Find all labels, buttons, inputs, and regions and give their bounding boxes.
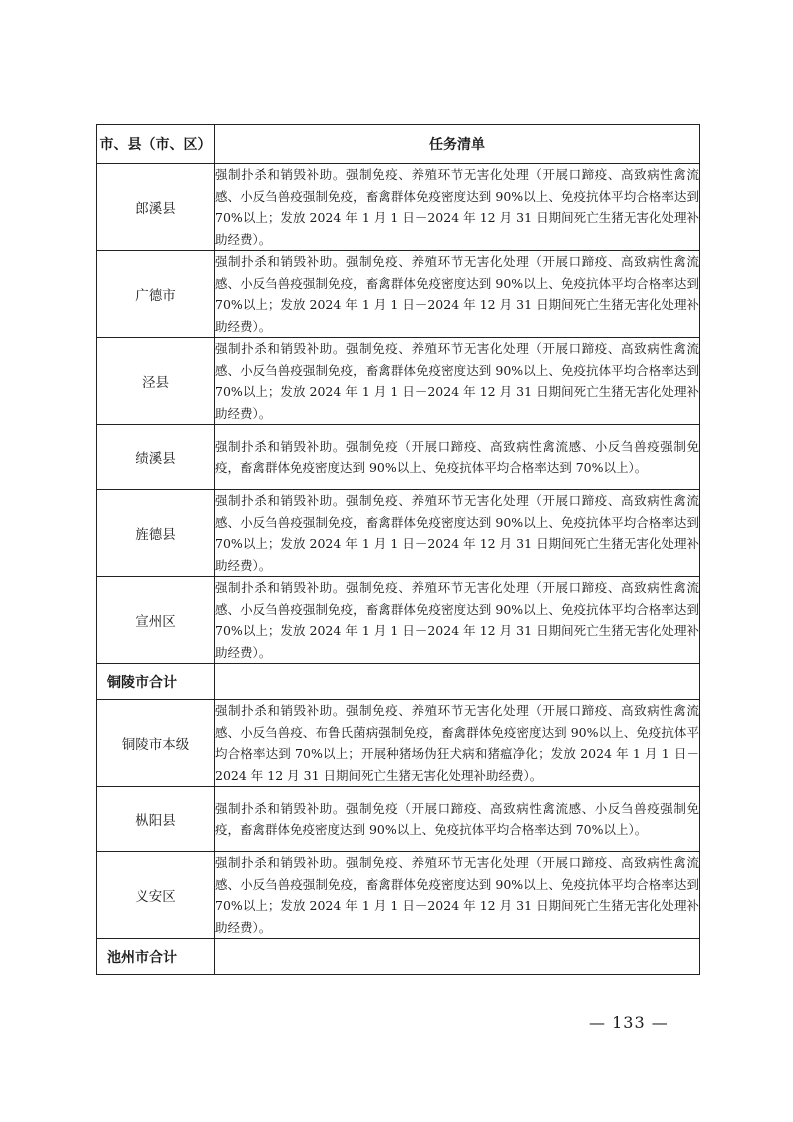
region-cell: 广德市 <box>97 251 215 338</box>
table-row <box>97 425 700 490</box>
region-cell: 铜陵市本级 <box>97 700 215 787</box>
tasks-cell: 强制扑杀和销毁补助。强制免疫、养殖环节无害化处理（开展口蹄疫、高致病性禽流感、小反刍兽疫强制免疫，畜禽群体免疫密度达到 90%以上、免疫抗体平均合格率达到 70%以上；发放 2024 年 1 月 1 日－2024 年 12 月 31 日期间死亡生猪无害化处理补助经费）。 <box>215 490 700 577</box>
subtotal-label: 铜陵市合计 <box>97 664 215 700</box>
table-row <box>97 164 700 251</box>
table-row <box>97 787 700 852</box>
header-tasks: 任务清单 <box>215 125 700 164</box>
subtotal-row <box>97 939 700 975</box>
region-cell: 宣州区 <box>97 577 215 664</box>
tasks-cell: 强制扑杀和销毁补助。强制免疫、养殖环节无害化处理（开展口蹄疫、高致病性禽流感、小反刍兽疫、布鲁氏菌病强制免疫，畜禽群体免疫密度达到 90%以上、免疫抗体平均合格率达到 70%以上；开展种猪场伪狂犬病和猪瘟净化；发放 2024 年 1 月 1 日－2024 年 12 月 31 日期间死亡生猪无害化处理补助经费）。 <box>215 700 700 787</box>
region-cell: 郎溪县 <box>97 164 215 251</box>
page-number: — 133 — <box>589 1013 669 1032</box>
table-row <box>97 577 700 664</box>
table-header-row <box>97 125 700 164</box>
tasks-cell: 强制扑杀和销毁补助。强制免疫、养殖环节无害化处理（开展口蹄疫、高致病性禽流感、小反刍兽疫强制免疫，畜禽群体免疫密度达到 90%以上、免疫抗体平均合格率达到 70%以上；发放 2024 年 1 月 1 日－2024 年 12 月 31 日期间死亡生猪无害化处理补助经费）。 <box>215 164 700 251</box>
tasks-cell: 强制扑杀和销毁补助。强制免疫、养殖环节无害化处理（开展口蹄疫、高致病性禽流感、小反刍兽疫强制免疫，畜禽群体免疫密度达到 90%以上、免疫抗体平均合格率达到 70%以上；发放 2024 年 1 月 1 日－2024 年 12 月 31 日期间死亡生猪无害化处理补助经费）。 <box>215 852 700 939</box>
subtotal-label: 池州市合计 <box>97 939 215 975</box>
tasks-cell: 强制扑杀和销毁补助。强制免疫（开展口蹄疫、高致病性禽流感、小反刍兽疫强制免疫，畜禽群体免疫密度达到 90%以上、免疫抗体平均合格率达到 70%以上）。 <box>215 787 700 852</box>
table-row <box>97 700 700 787</box>
tasks-cell <box>215 939 700 975</box>
tasks-cell <box>215 664 700 700</box>
region-cell: 绩溪县 <box>97 425 215 490</box>
region-cell: 旌德县 <box>97 490 215 577</box>
task-list-table <box>96 124 700 975</box>
region-cell: 义安区 <box>97 852 215 939</box>
tasks-cell: 强制扑杀和销毁补助。强制免疫、养殖环节无害化处理（开展口蹄疫、高致病性禽流感、小反刍兽疫强制免疫，畜禽群体免疫密度达到 90%以上、免疫抗体平均合格率达到 70%以上；发放 2024 年 1 月 1 日－2024 年 12 月 31 日期间死亡生猪无害化处理补助经费）。 <box>215 251 700 338</box>
subtotal-row <box>97 664 700 700</box>
region-cell: 泾县 <box>97 338 215 425</box>
tasks-cell: 强制扑杀和销毁补助。强制免疫（开展口蹄疫、高致病性禽流感、小反刍兽疫强制免疫，畜禽群体免疫密度达到 90%以上、免疫抗体平均合格率达到 70%以上）。 <box>215 425 700 490</box>
table-row <box>97 852 700 939</box>
region-cell: 枞阳县 <box>97 787 215 852</box>
table-row <box>97 490 700 577</box>
table-row <box>97 251 700 338</box>
tasks-cell: 强制扑杀和销毁补助。强制免疫、养殖环节无害化处理（开展口蹄疫、高致病性禽流感、小反刍兽疫强制免疫，畜禽群体免疫密度达到 90%以上、免疫抗体平均合格率达到 70%以上；发放 2024 年 1 月 1 日－2024 年 12 月 31 日期间死亡生猪无害化处理补助经费）。 <box>215 577 700 664</box>
tasks-cell: 强制扑杀和销毁补助。强制免疫、养殖环节无害化处理（开展口蹄疫、高致病性禽流感、小反刍兽疫强制免疫，畜禽群体免疫密度达到 90%以上、免疫抗体平均合格率达到 70%以上；发放 2024 年 1 月 1 日－2024 年 12 月 31 日期间死亡生猪无害化处理补助经费）。 <box>215 338 700 425</box>
table-row <box>97 338 700 425</box>
header-region: 市、县（市、区） <box>97 125 215 164</box>
